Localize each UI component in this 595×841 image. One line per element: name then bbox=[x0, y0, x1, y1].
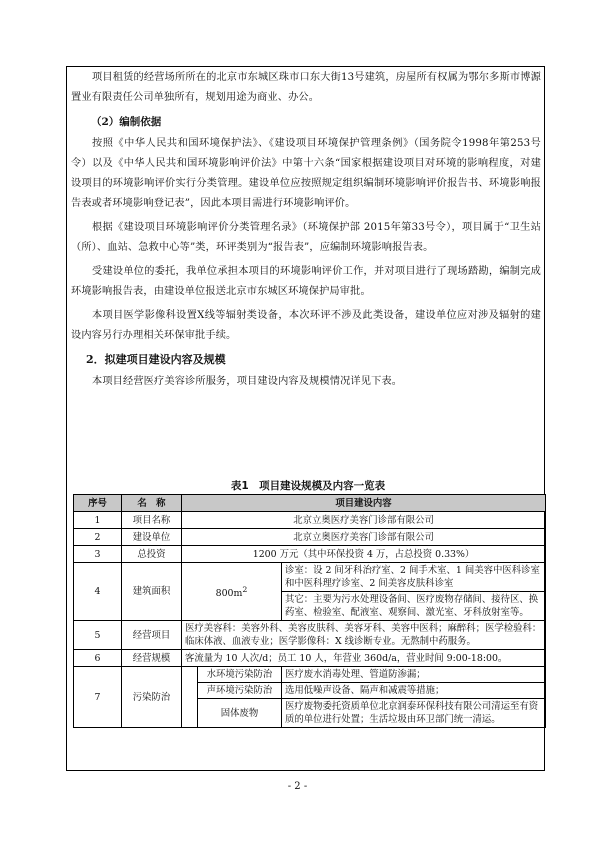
row-no: 3 bbox=[74, 546, 122, 563]
pollution-noise-label: 声环境污染防治 bbox=[198, 683, 282, 699]
spacer-cell bbox=[182, 667, 198, 728]
row-name: 经营项目 bbox=[122, 621, 182, 650]
pollution-waste-label: 固体废物 bbox=[198, 699, 282, 728]
row-name: 建设单位 bbox=[122, 529, 182, 546]
heading-project-scope: 2．拟建项目建设内容及规模 bbox=[86, 353, 226, 366]
pollution-noise-measure: 选用低噪声设备、隔声和减震等措施； bbox=[282, 683, 546, 699]
paragraph-legal-basis: 按照《中华人民共和国环境保护法》、《建设项目环境保护管理条例》（国务院令1998年第253号令）以及《中华人民共和国环境影响评价法》中第十六条“国家根据建设项目对环境的影响程度，对建设项目的环境影响评价实行分类管理。建设单位应按照规定组织编制环境影响评价报告书、环境影响报告表或者环境影响登记表”，因此本项目需进行环境影响评价。 bbox=[71, 138, 541, 209]
table-row bbox=[74, 621, 546, 650]
row-content: 客流量为 10 人次/d；员工 10 人，年营业 360d/a，营业时间 9:00-18:00。 bbox=[182, 650, 546, 667]
row-name: 污染防治 bbox=[122, 667, 182, 728]
row-no: 7 bbox=[74, 667, 122, 728]
row-no: 2 bbox=[74, 529, 122, 546]
pollution-water-measure: 医疗废水消毒处理、管道防渗漏； bbox=[282, 667, 546, 683]
table-row bbox=[74, 512, 546, 529]
row-content: 1200 万元（其中环保投资 4 万，占总投资 0.33%） bbox=[182, 546, 546, 563]
table-row bbox=[74, 529, 546, 546]
floor-area-unit-sup: 2 bbox=[242, 584, 248, 594]
pollution-waste-measure: 医疗废物委托资质单位北京润泰环保科技有限公司清运至有资质的单位进行处置；生活垃圾由环卫部门统一清运。 bbox=[282, 699, 546, 728]
area-other-rooms: 其它：主要为污水处理设备间、医疗废物存储间、接待区、换药室、检验室、配液室、观察间、激光室、牙科放射室等。 bbox=[282, 592, 546, 621]
row-name: 总投资 bbox=[122, 546, 182, 563]
paragraph-table-intro: 本项目经营医疗美容诊所服务，项目建设内容及规模情况详见下表。 bbox=[92, 376, 403, 387]
row-no: 4 bbox=[74, 563, 122, 621]
row-no: 6 bbox=[74, 650, 122, 667]
paragraph-classification: 根据《建设项目环境影响评价分类管理名录》（环境保护部 2015年第33号令），项目属于“卫生站（所）、血站、急救中心等”类，环评类别为“报告表”，应编制环境影响报告表。 bbox=[71, 222, 541, 253]
row-content: 北京立奥医疗美容门诊部有限公司 bbox=[182, 529, 546, 546]
area-clinic-rooms: 诊室：设 2 间牙科治疗室、2 间手术室、1 间美容中医科诊室和中医科理疗诊室、2 间美容皮肤科诊室 bbox=[282, 563, 546, 592]
floor-area-cell bbox=[182, 563, 282, 621]
paragraph-property-ownership: 项目租赁的经营场所所在的北京市东城区珠市口东大街13号建筑，房屋所有权属为鄂尔多斯市博源置业有限责任公司单独所有，规划用途为商业、办公。 bbox=[71, 72, 541, 103]
row-content: 医疗美容科：美容外科、美容皮肤科、美容牙科、美容中医科；麻醉科；医学检验科：临床体液、血液专业；医学影像科：X 线诊断专业。无熬制中药服务。 bbox=[182, 621, 546, 650]
table-header-row bbox=[74, 495, 546, 512]
header-name: 名 称 bbox=[122, 495, 182, 512]
table-caption: 表1 项目建设规模及内容一览表 bbox=[230, 480, 386, 492]
row-name: 建筑面积 bbox=[122, 563, 182, 621]
floor-area-value: 800m bbox=[215, 588, 243, 600]
table-row bbox=[74, 563, 546, 592]
header-content: 项目建设内容 bbox=[182, 495, 546, 512]
row-no: 5 bbox=[74, 621, 122, 650]
page-number: - 2 - bbox=[287, 781, 308, 792]
table-row bbox=[74, 650, 546, 667]
paragraph-radiation-note: 本项目医学影像科设置X线等辐射类设备，本次环评不涉及此类设备，建设单位应对涉及辐射的建设内容另行办理相关环保审批手续。 bbox=[71, 310, 541, 341]
project-scope-table bbox=[73, 494, 546, 728]
document-body bbox=[71, 68, 541, 396]
row-no: 1 bbox=[74, 512, 122, 529]
pollution-water-label: 水环境污染防治 bbox=[198, 667, 282, 683]
header-no: 序号 bbox=[74, 495, 122, 512]
paragraph-commission: 受建设单位的委托，我单位承担本项目的环境影响评价工作，并对项目进行了现场踏勘，编制完成环境影响报告表，由建设单位报送北京市东城区环境保护局审批。 bbox=[71, 266, 541, 297]
row-name: 经营规模 bbox=[122, 650, 182, 667]
row-name: 项目名称 bbox=[122, 512, 182, 529]
table-row bbox=[74, 667, 546, 683]
table-row bbox=[74, 546, 546, 563]
row-content: 北京立奥医疗美容门诊部有限公司 bbox=[182, 512, 546, 529]
heading-compilation-basis: （2）编制依据 bbox=[91, 116, 162, 128]
